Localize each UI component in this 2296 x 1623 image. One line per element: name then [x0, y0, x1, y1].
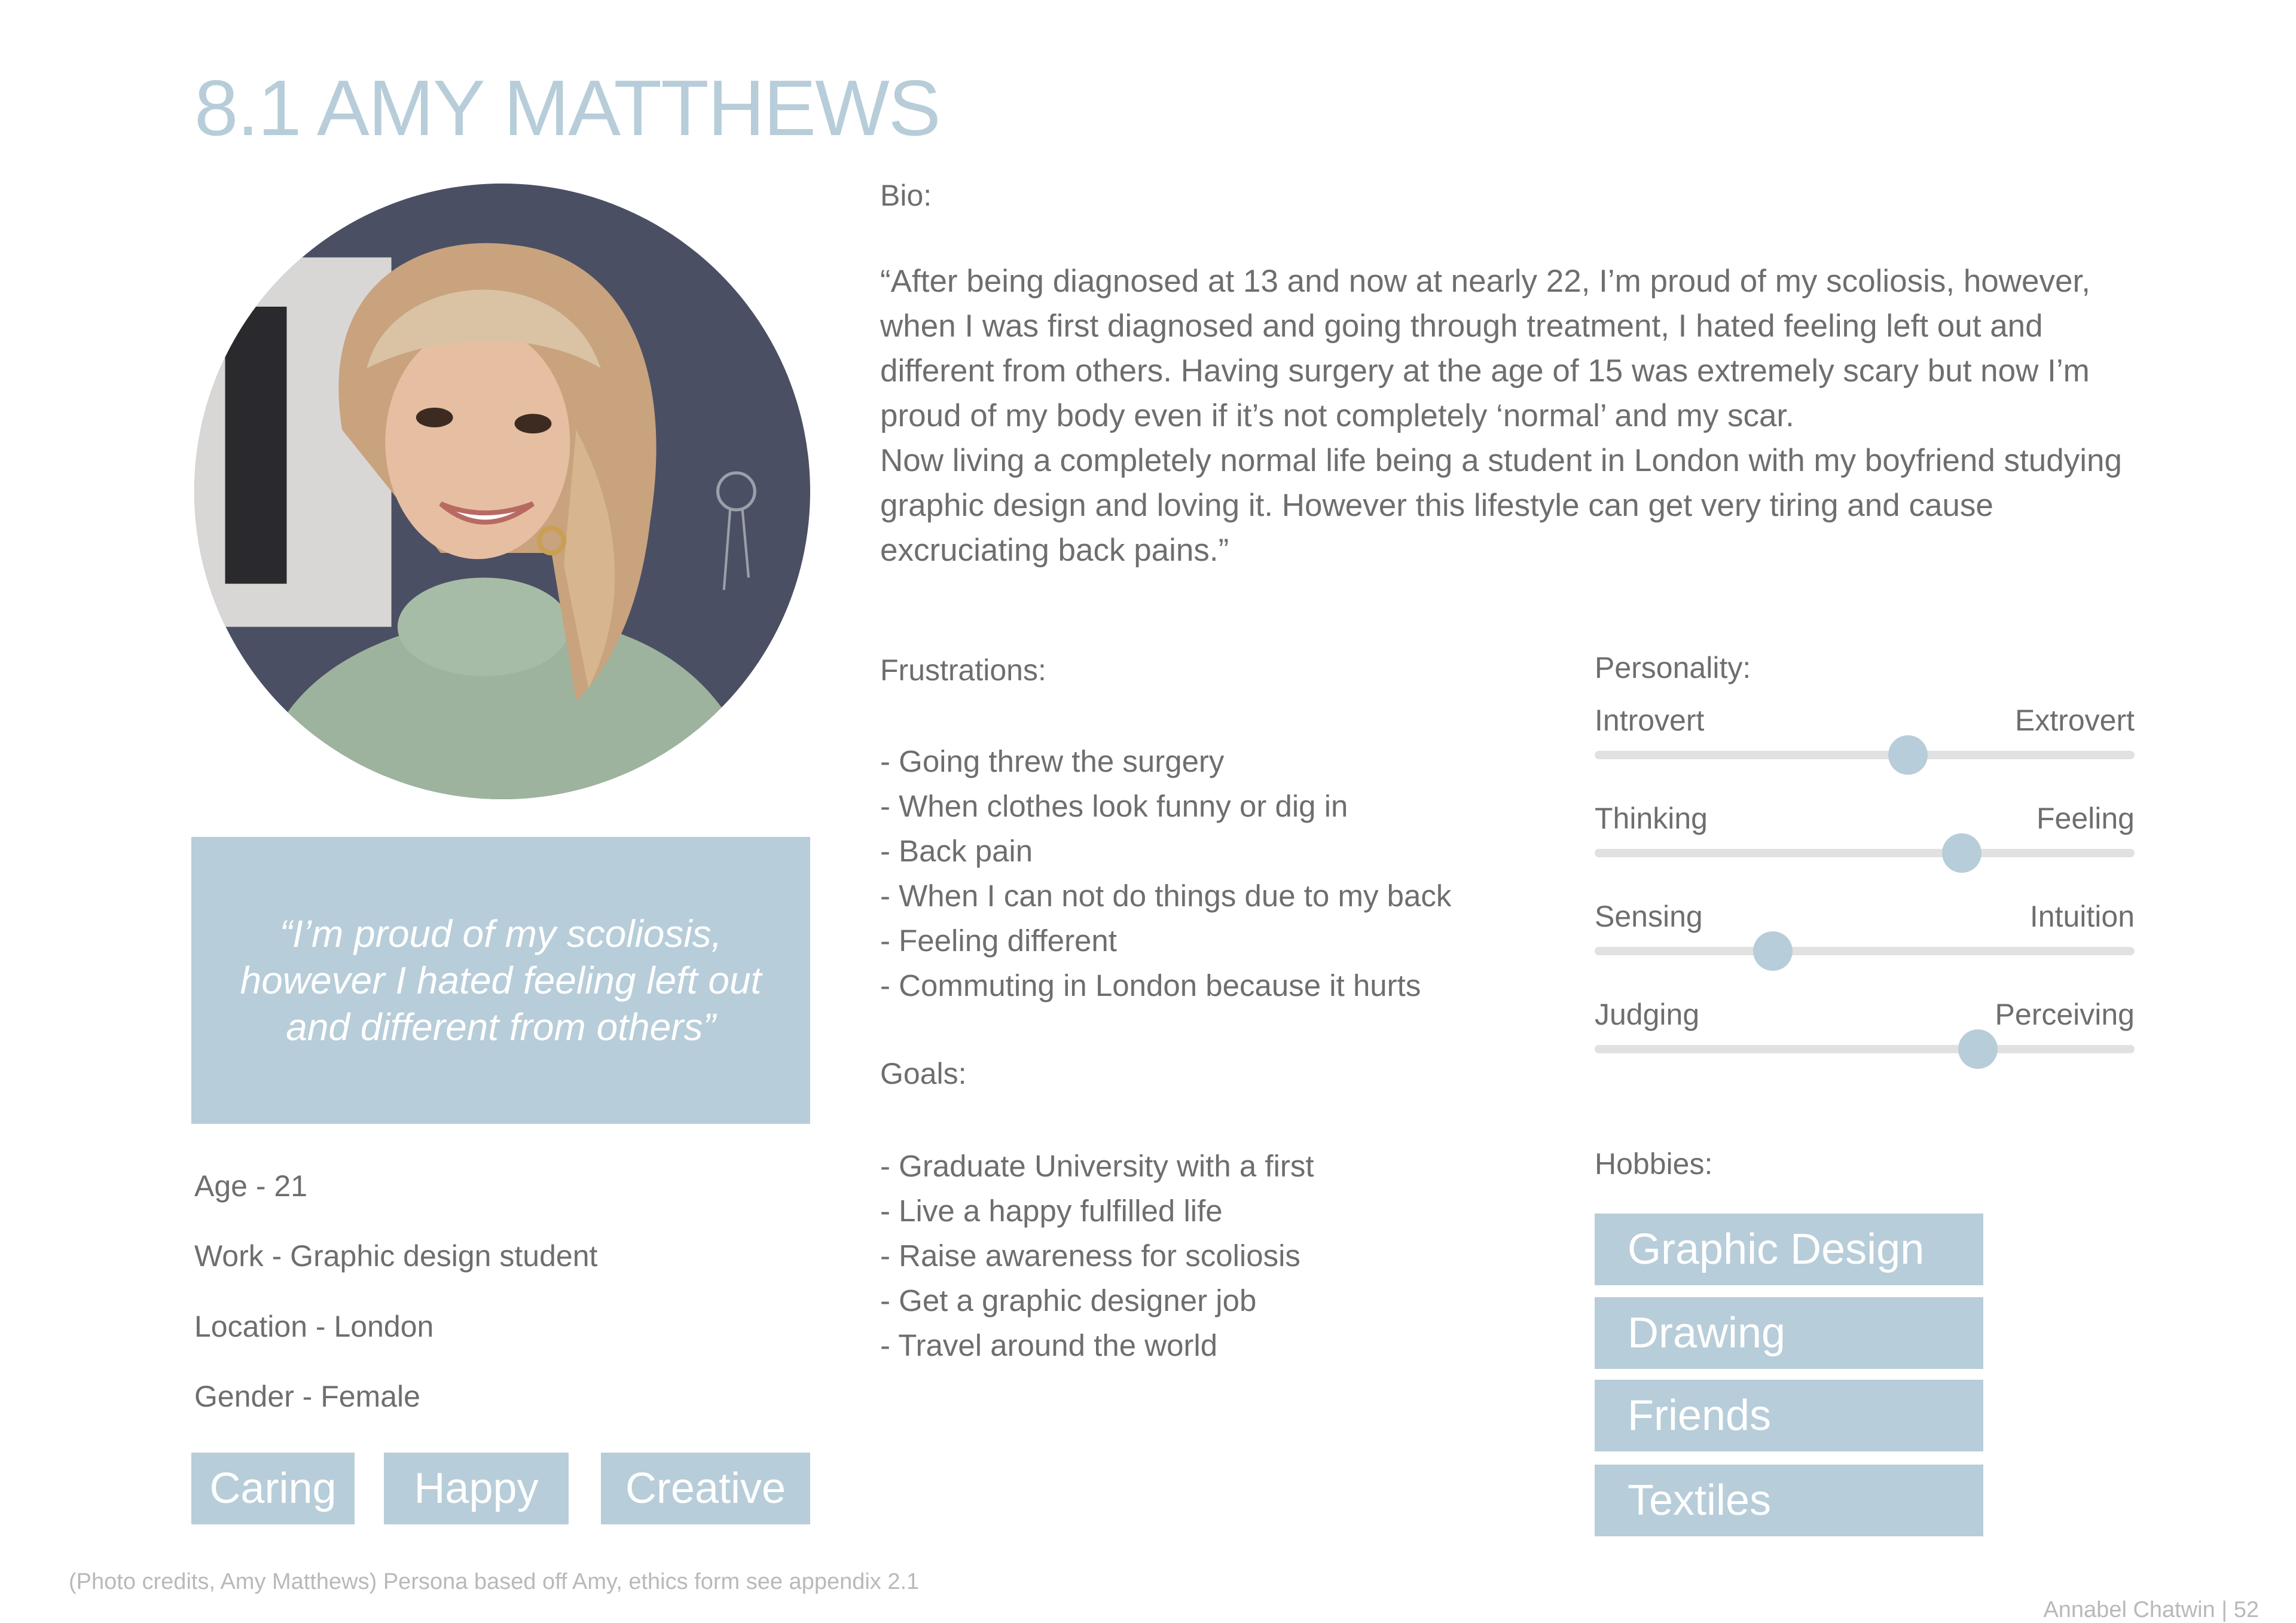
- trait-tag: Caring: [191, 1453, 355, 1524]
- goals-list: [880, 1144, 1314, 1368]
- bio-text: [880, 259, 2148, 573]
- scale-right-label: Intuition: [2029, 900, 2135, 933]
- list-item: - Feeling different: [880, 924, 1117, 958]
- scale-left-label: Judging: [1595, 998, 1700, 1031]
- photo-credits: (Photo credits, Amy Matthews) Persona based off Amy, ethics form see appendix 2.1: [69, 1569, 920, 1594]
- list-item: - Going threw the surgery: [880, 744, 1225, 778]
- list-item: - When clothes look funny or dig in: [880, 789, 1348, 823]
- list-item: - When I can not do things due to my back: [880, 879, 1452, 913]
- scale-knob: [1888, 735, 1928, 775]
- quote-box: [191, 837, 810, 1124]
- hobby-tag: Graphic Design: [1595, 1214, 1983, 1285]
- scale-knob: [1958, 1029, 1998, 1069]
- scale-right-label: Feeling: [2037, 802, 2135, 835]
- list-item: - Commuting in London because it hurts: [880, 968, 1421, 1002]
- scale-left-label: Thinking: [1595, 802, 1708, 835]
- list-item: - Get a graphic designer job: [880, 1283, 1257, 1318]
- scale-knob: [1942, 833, 1981, 873]
- scale-track: [1595, 947, 2135, 955]
- bio-paragraph: Now living a completely normal life being a student in London with my boyfriend studying graphic design and loving it. However this lifestyle can get very tiring and cause excruciating back pains.”: [880, 443, 2122, 568]
- goals-heading: Goals:: [880, 1057, 967, 1090]
- list-item: - Raise awareness for scoliosis: [880, 1239, 1300, 1273]
- scale-track: [1595, 751, 2135, 759]
- fact-gender: Gender - Female: [194, 1380, 420, 1413]
- scale-track: [1595, 1045, 2135, 1053]
- scale-right-label: Extrovert: [2014, 704, 2135, 737]
- trait-tag: Creative: [601, 1453, 810, 1524]
- fact-age: Age - 21: [194, 1169, 308, 1203]
- list-item: - Back pain: [880, 834, 1033, 868]
- frustrations-list: [880, 739, 1451, 1008]
- list-item: - Graduate University with a first: [880, 1149, 1314, 1183]
- bio-heading: Bio:: [880, 179, 932, 212]
- scale-left-label: Sensing: [1595, 900, 1703, 933]
- persona-quote: “I’m proud of my scoliosis, however I hated feeling left out and different from others”: [240, 912, 762, 1049]
- frustrations-heading: Frustrations:: [880, 653, 1046, 687]
- persona-photo: [194, 184, 810, 799]
- list-item: - Live a happy fulfilled life: [880, 1194, 1223, 1228]
- scale-left-label: Introvert: [1595, 704, 1705, 737]
- scale-knob: [1753, 931, 1793, 971]
- hobbies-heading: Hobbies:: [1595, 1147, 1713, 1181]
- trait-tag: Happy: [384, 1453, 569, 1524]
- fact-location: Location - London: [194, 1310, 434, 1343]
- portrait-image: [194, 184, 810, 799]
- bio-paragraph: “After being diagnosed at 13 and now at nearly 22, I’m proud of my scoliosis, however, when I was first diagnosed and going through treatment, I hated feeling left out and different from others. Having surgery at the age of 15 was extremely scary but now I’m proud of my body even if it’s not completely ‘normal’ and my scar.: [880, 264, 2090, 433]
- hobby-tag: Drawing: [1595, 1297, 1983, 1369]
- page-footer: Annabel Chatwin | 52: [2043, 1597, 2259, 1622]
- page-title: 8.1 AMY MATTHEWS: [194, 64, 940, 152]
- list-item: - Travel around the world: [880, 1328, 1218, 1362]
- hobby-tag: Friends: [1595, 1380, 1983, 1451]
- hobby-tag: Textiles: [1595, 1465, 1983, 1536]
- scale-right-label: Perceiving: [1995, 998, 2135, 1031]
- personality-heading: Personality:: [1595, 651, 1751, 684]
- scale-track: [1595, 849, 2135, 857]
- fact-work: Work - Graphic design student: [194, 1239, 598, 1273]
